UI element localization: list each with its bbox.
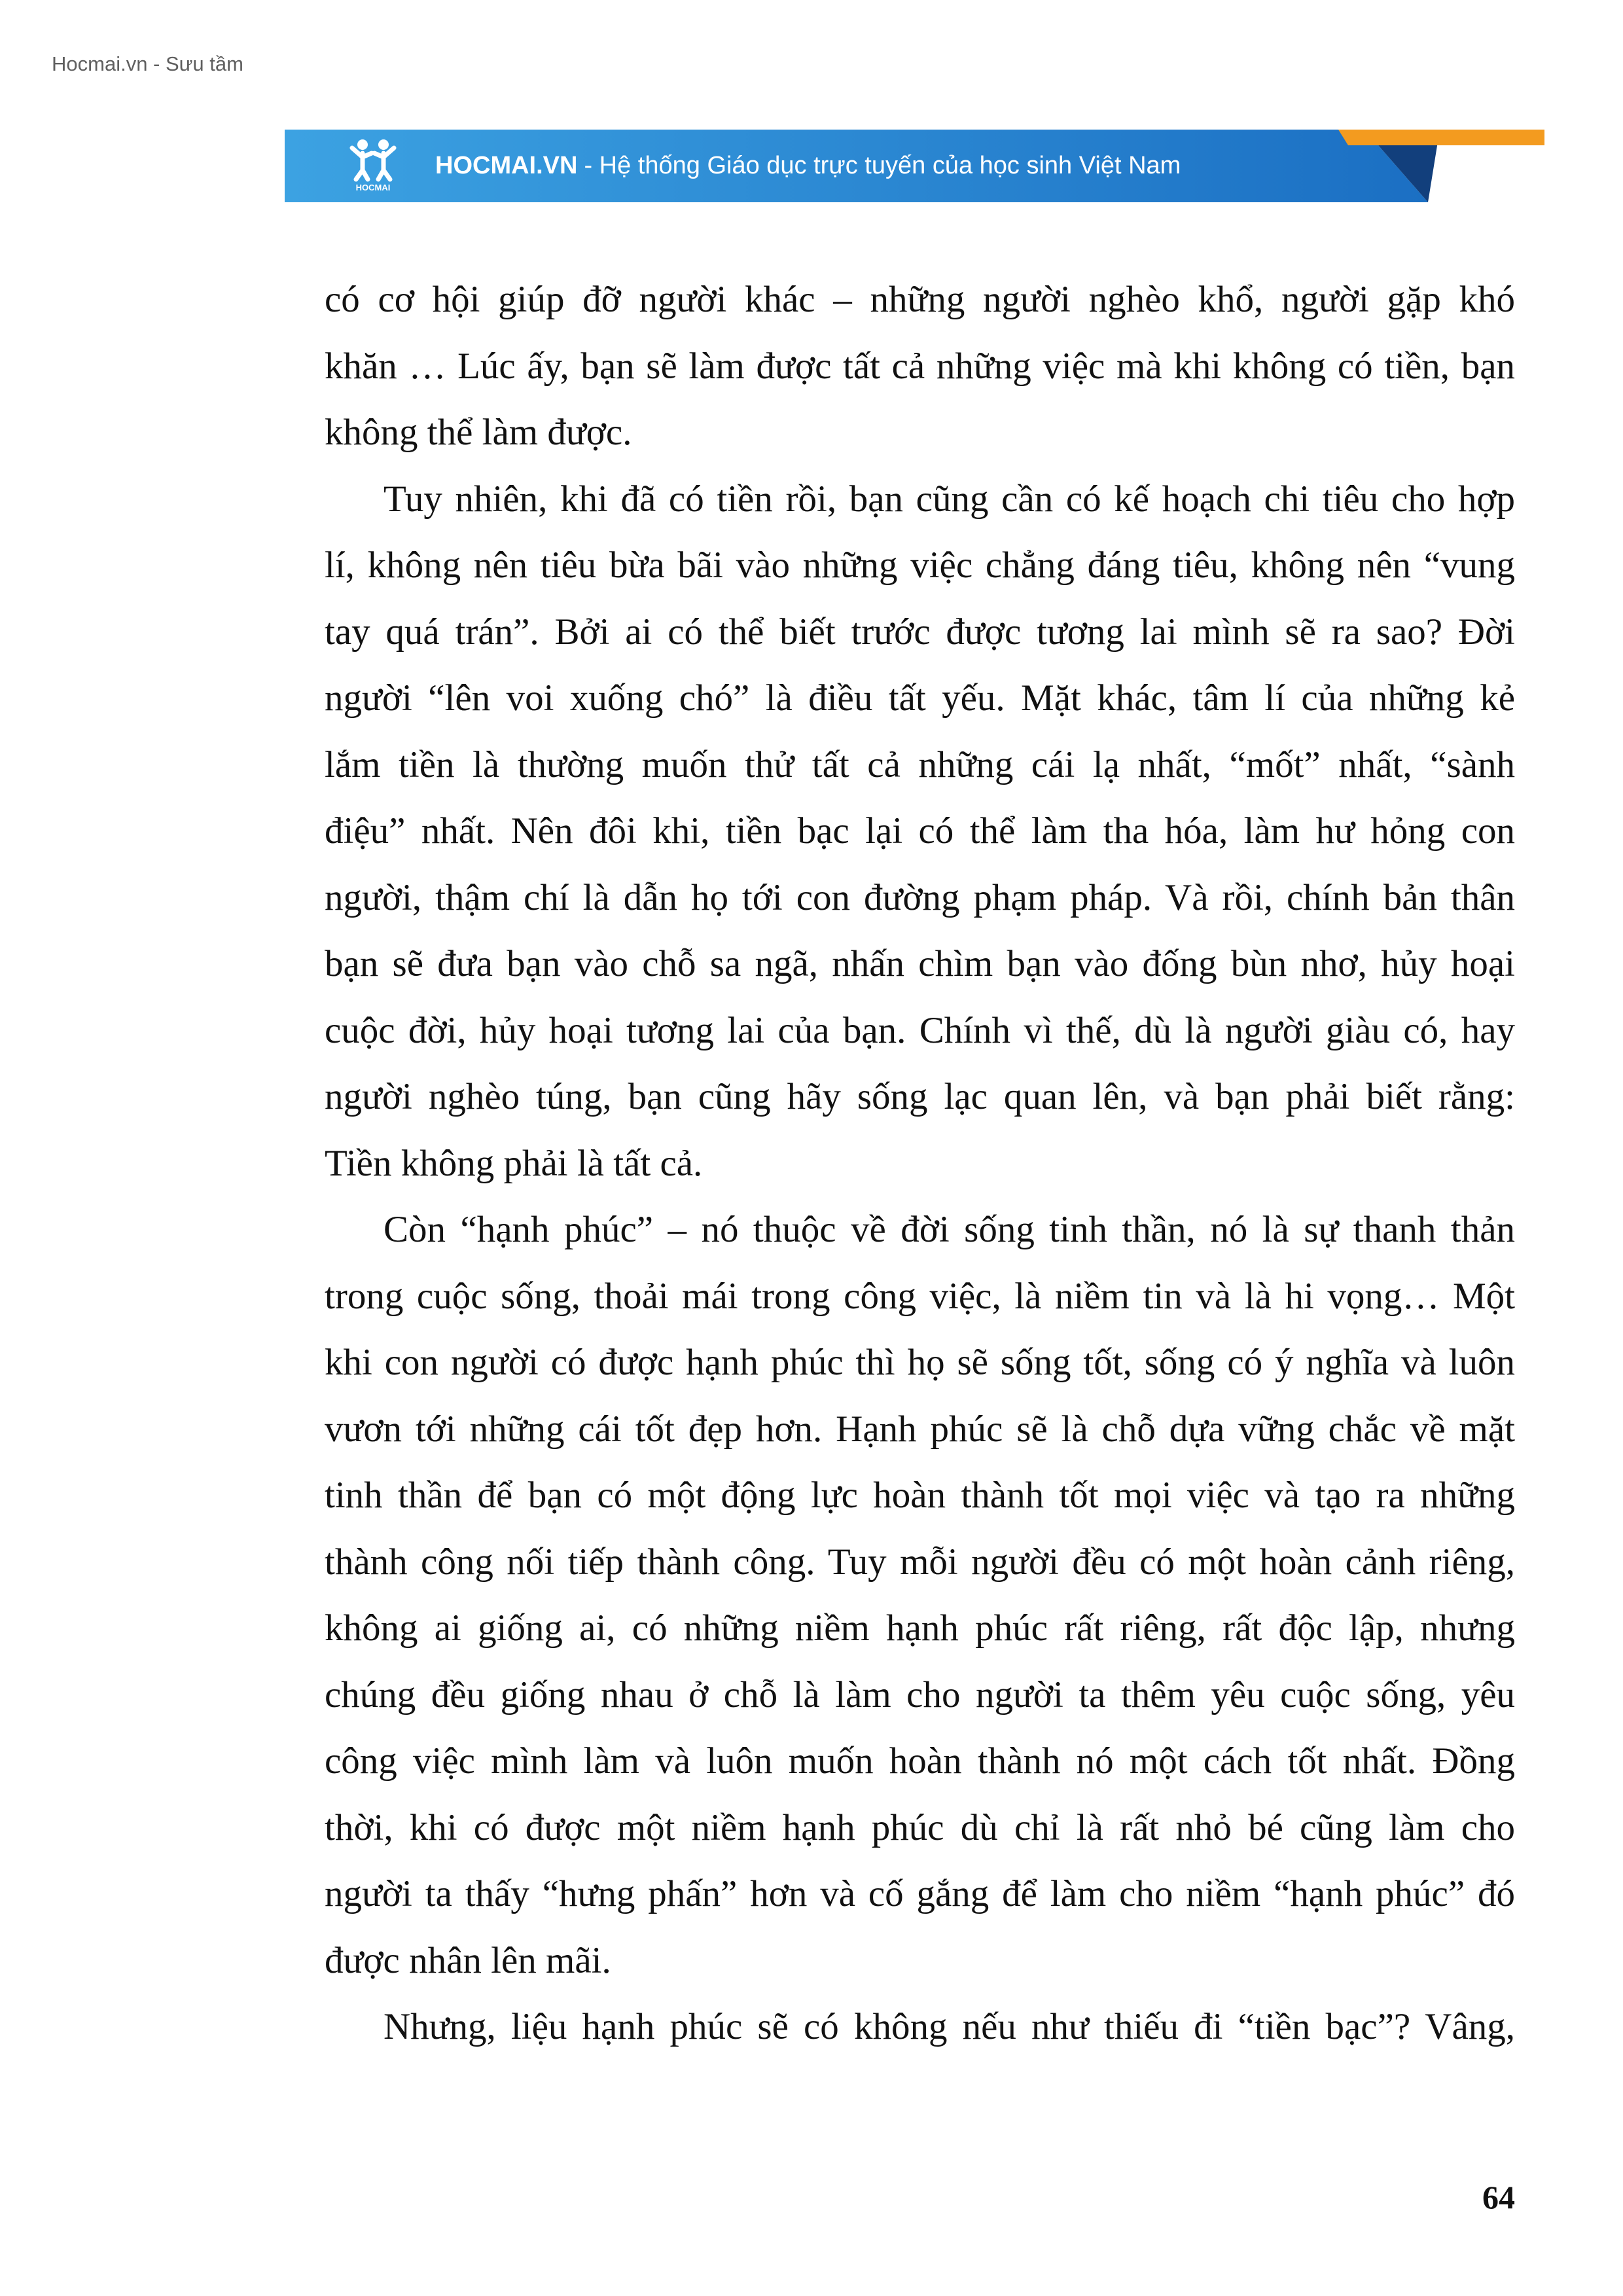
text-line: người “lên voi xuống chó” là điều tất yếu. Mặt khác, tâm lí của những kẻ [325,677,1515,719]
logo-head-right [378,139,389,150]
text-line: thành công nối tiếp thành công. Tuy mỗi người đều có một hoàn cảnh riêng, [325,1541,1515,1583]
source-note: Hocmai.vn - Sưu tầm [52,52,243,75]
text-line: Tiền không phải là tất cả. [325,1142,703,1184]
hocmai-logo-icon [346,137,401,194]
banner-title [435,130,1181,202]
logo-figure-left [352,148,372,179]
text-line: chúng đều giống nhau ở chỗ là làm cho người ta thêm yêu cuộc sống, yêu [325,1674,1515,1715]
paragraph [325,1196,1515,1994]
text-line: người, thậm chí là dẫn họ tới con đường phạm pháp. Và rồi, chính bản thân [325,876,1515,918]
text-line: vươn tới những cái tốt đẹp hơn. Hạnh phúc sẽ là chỗ dựa vững chắc về mặt [325,1408,1515,1450]
text-line: khi con người có được hạnh phúc thì họ sẽ sống tốt, sống có ý nghĩa và luôn [325,1342,1515,1383]
text-line: được nhân lên mãi. [325,1939,611,1981]
logo-head-left [357,139,368,150]
text-line: Còn “hạnh phúc” – nó thuộc về đời sống tinh thần, nó là sự thanh thản [383,1209,1515,1250]
banner-tagline: - Hệ thống Giáo dục trực tuyến của học sinh Việt Nam [584,152,1181,179]
text-line: cuộc đời, hủy hoại tương lai của bạn. Chính vì thế, dù là người giàu có, hay [325,1009,1515,1051]
logo-text: HOCMAI [355,183,391,192]
text-line: Tuy nhiên, khi đã có tiền rồi, bạn cũng cần có kế hoạch chi tiêu cho hợp [383,478,1515,520]
text-line: Nhưng, liệu hạnh phúc sẽ có không nếu như thiếu đi “tiền bạc”? Vâng, [383,2006,1515,2047]
logo-figure-right [374,148,394,179]
text-line: tinh thần để bạn có một động lực hoàn thành tốt mọi việc và tạo ra những [325,1475,1515,1516]
page-number: 64 [1482,2179,1515,2215]
text-line: có cơ hội giúp đỡ người khác – những người nghèo khổ, người gặp khó [325,279,1515,320]
text-line: khăn … Lúc ấy, bạn sẽ làm được tất cả những việc mà khi không có tiền, bạn [325,345,1515,387]
text-line: công việc mình làm và luôn muốn hoàn thành nó một cách tốt nhất. Đồng [325,1740,1515,1782]
text-line: điệu” nhất. Nên đôi khi, tiền bạc lại có thể làm tha hóa, làm hư hỏng con [325,810,1515,852]
text-line: người ta thấy “hưng phấn” hơn và cố gắng để làm cho niềm “hạnh phúc” đó [325,1873,1515,1914]
banner-orange-strip [1338,130,1544,145]
text-line: tay quá trán”. Bởi ai có thể biết trước được tương lai mình sẽ ra sao? Đời [325,611,1515,653]
text-line: không thể làm được. [325,412,632,453]
banner-brand: HOCMAI.VN [435,152,578,179]
text-line: lí, không nên tiêu bừa bãi vào những việc chẳng đáng tiêu, không nên “vung [325,545,1515,586]
text-line: người nghèo túng, bạn cũng hãy sống lạc quan lên, và bạn phải biết rằng: [325,1076,1515,1117]
text-line: thời, khi có được một niềm hạnh phúc dù chỉ là rất nhỏ bé cũng làm cho [325,1806,1515,1848]
text-line: lắm tiền là thường muốn thử tất cả những cái lạ nhất, “mốt” nhất, “sành [325,744,1515,785]
text-line: bạn sẽ đưa bạn vào chỗ sa ngã, nhấn chìm bạn vào đống bùn nhơ, hủy hoại [325,943,1515,984]
paragraph [325,1994,1515,2060]
text-line: trong cuộc sống, thoải mái trong công việc, là niềm tin và là hi vọng… Một [325,1275,1515,1317]
body-text [325,266,1515,2060]
text-line: không ai giống ai, có những niềm hạnh phúc rất riêng, rất độc lập, nhưng [325,1607,1515,1649]
paragraph [325,266,1515,466]
paragraph [325,466,1515,1197]
